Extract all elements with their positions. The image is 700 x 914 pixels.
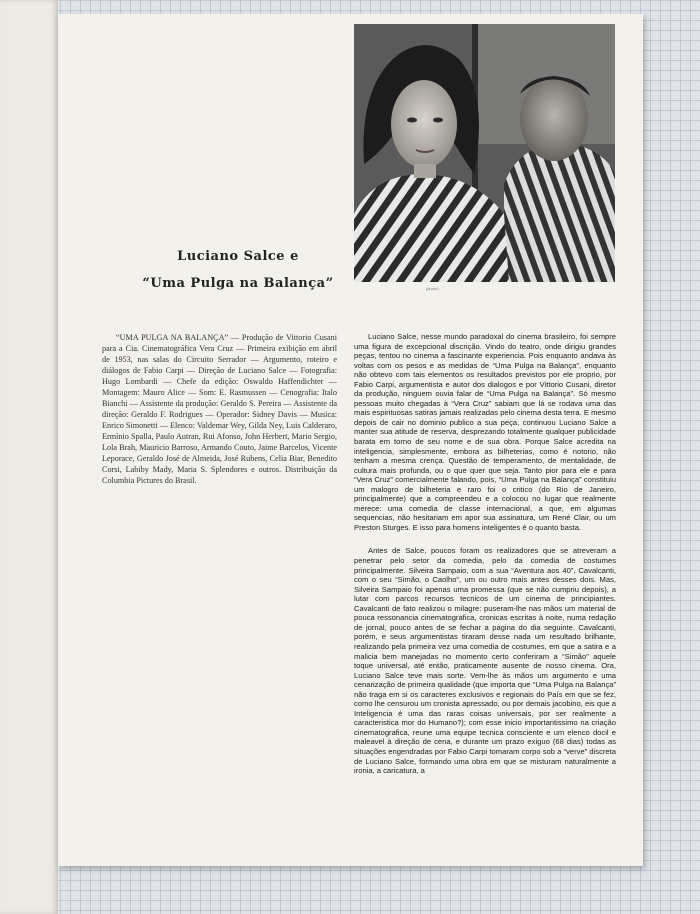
film-still-photo [354,24,615,282]
article-body [354,332,616,776]
film-credits-text: “UMA PULGA NA BALANÇA” — Produção de Vittorio Cusani para a Cia. Cinematográfica Vera Cruz — Primeira exibição em abril de 1953, nas salas do Circuito Serrador — Argumento, roteiro e diálogos de Fabio Carpi — Direção de Luciano Salce — Fotografia: Hugo Lombardi — Chefe da edição: Oswaldo Haffendichter — Montagem: Mauro Alice — Som: E. Rasmussen — Cenografia: Italo Bianchi — Assistente da produção: Geraldo S. Pereira — Assistente da direção: Geraldo F. Rodrigues — Operador: Sidney Davis — Musica: Enrico Simonetti — Elenco: Valdemar Wey, Gilda Ney, Luis Calderaro, Ermínio Spalla, Paulo Autran, Rui Afonso, John Herbert, Mario Sergio, Lola Brah, Mauricio Barroso, Armando Couto, Jaime Barcelos, Vicente Leporace, Geraldo José de Almeida, José Rubens, Celia Biar, Benedito Corsi, Labiby Mady, Maria S. Splendores e outros. Distribuição da Columbia Pictures do Brasil. [102,333,337,485]
left-page-margin [0,0,58,914]
article-title-line1: Luciano Salce e [177,249,299,264]
photo-credit: (photo) [426,286,439,291]
magazine-page [58,14,643,866]
article-paragraph: Luciano Salce, nesse mundo paradoxal do cinema brasileiro, foi sempre uma figura de excepcional discrição. Vindo do teatro, onde dirigiu grandes peças, tentou no cinema a fascinante experiencia. Pois enquanto andava às voltas com os pesos e as medidas de “Uma Pulga na Balança”, enquanto não obtevo com tais elementos os resultados previstos por ele proprio, por Fabio Carpi, argumentista e autor dos dialogos e por Vittorio Cusani, diretor da produção, ninguem ouvia falar de “Uma Pulga na Balança”. Só mesmo pessoas muito chegadas à “Vera Cruz” sabiam que lá se rodava uma das mais espirituosas satiras jamais realizadas pelo cinema desta terra. E mesmo depois de cair no dominio publico a sua peça, continuou Luciano Salce a manter sua atitude de reserva, desprezando totalmente qualquer publicidade barata em torno de seu nome e de sua obra. Porque Salce acredita na inteligencia, simplesmente, embora as bilheterias, como é notorio, não tenham a mesma crença. Questão de temperamento, de mentalidade, de cultura mais profunda, ou o que quer que seja. Tanto pior para ele e para “Vera Cruz” comercialmente falando, pois, “Uma Pulga na Balança” constituiu um malogro de bilheteria e raro foi o critico (do Rio de Janeiro, principalmente) que a compreendeu e a colocou no lugar que realmente merece: uma comedia de classe internacional, a que, em algumas sequencias, não hesitariam em apor sua assinatura, um René Clair, ou um Preston Sturges. E isso para homens inteligentes é o quanto basta. [354,332,616,532]
article-title-line2: “Uma Pulga na Balança” [142,276,334,291]
article-paragraph: Antes de Salce, poucos foram os realizadores que se atreveram a penetrar pelo setor da comedia, pelo da comedia de costumes principalmente. Silveira Sampaio, com a sua “Aventura aos 40”, Cavalcanti, com o seu “Simão, o Caolho”, um ou outro mais antes desses dois. Mas, Silveira Sampaio foi apenas uma promessa (que se não cumpriu depois), a lutar com parcos recursos tecnicos de um cinema de principiantes. Cavalcanti de fato realizou o milagre: puseram-lhe nas mãos um material de pouca ressonancia cinematografica, cronicas escritas à noite, numa redação de jornal, pouco antes de se fechar a pagina do dia seguinte. Cavalcanti, porém, e seus argumentistas tiraram desse nada um resultado brilhante, realizando pela primeira vez uma comedia de costumes, em que a satira e a malicia bem manejadas no momento certo conferiram a “Simão” aquele toque universal, até então, praticamente ausente de nosso cinema. Ora, Luciano Salce teve mais sorte. Vem-lhe às mãos um argumento e uma cenarização de primeira qualidade (que importa que “Uma Pulga na Balança” não traga em si os caracteres exclusivos e regionais do País em que se fez, como lhe censurou um cronista apressado, ou por demais jacobino, eis que a Inteligencia é uma das raras coisas universais, por ser realmente a caracteristica mor do Humano?); com esse inicio importantissimo na criação cinematografica, reune uma equipe tecnica consciente e um elenco docil e maleavel à direção de cena, e durante um prazo exiguo (68 dias) todas as situações engendradas por Fabio Carpi tomaram corpo sob a “verve” discreta de Luciano Salce, formando uma obra em que se misturam naturalmente a ironia, a caricatura, a [354,546,616,776]
